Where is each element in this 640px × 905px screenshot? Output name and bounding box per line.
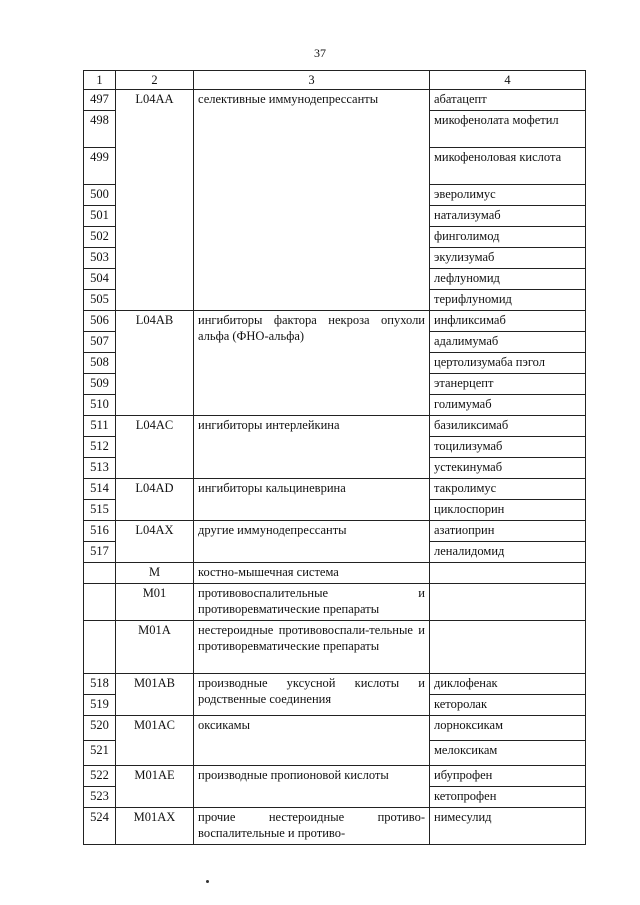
drug-name: микофенолата мофетил: [430, 111, 586, 148]
drug-name: тоцилизумаб: [430, 437, 586, 458]
row-number: 499: [84, 148, 116, 185]
atc-code: M01AB: [116, 674, 194, 716]
drug-name: [430, 621, 586, 674]
scan-speck: [206, 880, 209, 883]
drug-name: азатиоприн: [430, 521, 586, 542]
table-row: [84, 90, 586, 111]
drug-name: цертолизумаба пэгол: [430, 353, 586, 374]
table-row: [84, 563, 586, 584]
row-number: [84, 621, 116, 674]
drug-name: натализумаб: [430, 206, 586, 227]
atc-code: M01A: [116, 621, 194, 674]
group-description: ингибиторы фактора некроза опухоли альфа (ФНО-альфа): [194, 311, 430, 416]
group-description: оксикамы: [194, 716, 430, 766]
page-number: 37: [314, 46, 326, 60]
row-number: 512: [84, 437, 116, 458]
table-row: [84, 674, 586, 695]
table-row: [84, 716, 586, 741]
atc-code: L04AD: [116, 479, 194, 521]
row-number: 509: [84, 374, 116, 395]
row-number: 508: [84, 353, 116, 374]
row-number: 516: [84, 521, 116, 542]
drug-name: экулизумаб: [430, 248, 586, 269]
drug-name: леналидомид: [430, 542, 586, 563]
group-description: ингибиторы интерлейкина: [194, 416, 430, 479]
row-number: 520: [84, 716, 116, 741]
row-number: 521: [84, 741, 116, 766]
drug-name: [430, 563, 586, 584]
drug-name: эверолимус: [430, 185, 586, 206]
drug-name: финголимод: [430, 227, 586, 248]
column-header-1: 1: [84, 71, 116, 90]
drug-name: диклофенак: [430, 674, 586, 695]
drug-name: голимумаб: [430, 395, 586, 416]
drug-name: терифлуномид: [430, 290, 586, 311]
table-header-row: [84, 71, 586, 90]
column-header-3: 3: [194, 71, 430, 90]
atc-code: M01: [116, 584, 194, 621]
row-number: [84, 584, 116, 621]
row-number: 513: [84, 458, 116, 479]
drug-name: микофеноловая кислота: [430, 148, 586, 185]
atc-code: M: [116, 563, 194, 584]
row-number: 511: [84, 416, 116, 437]
drug-name: инфликсимаб: [430, 311, 586, 332]
table-row: [84, 479, 586, 500]
drug-name: кетопрофен: [430, 787, 586, 808]
group-description: костно-мышечная система: [194, 563, 430, 584]
drug-name: циклоспорин: [430, 500, 586, 521]
row-number: 523: [84, 787, 116, 808]
group-description: ингибиторы кальциневрина: [194, 479, 430, 521]
atc-code: M01AX: [116, 808, 194, 845]
row-number: 507: [84, 332, 116, 353]
drug-name: мелоксикам: [430, 741, 586, 766]
column-header-4: 4: [430, 71, 586, 90]
drug-name: ибупрофен: [430, 766, 586, 787]
row-number: 506: [84, 311, 116, 332]
group-description: производные уксусной кислоты и родственные соединения: [194, 674, 430, 716]
group-description: другие иммунодепрессанты: [194, 521, 430, 563]
drug-name: такролимус: [430, 479, 586, 500]
table-row: [84, 311, 586, 332]
drug-name: нимесулид: [430, 808, 586, 845]
atc-code: L04AA: [116, 90, 194, 311]
row-number: 517: [84, 542, 116, 563]
group-description: противовоспалительные и противоревматические препараты: [194, 584, 430, 621]
group-description: селективные иммунодепрессанты: [194, 90, 430, 311]
table-row: [84, 766, 586, 787]
row-number: 505: [84, 290, 116, 311]
row-number: 503: [84, 248, 116, 269]
row-number: 504: [84, 269, 116, 290]
drug-name: кеторолак: [430, 695, 586, 716]
group-description: прочие нестероидные противо-воспалительные и противо-: [194, 808, 430, 845]
group-description: нестероидные противовоспали-тельные и противоревматические препараты: [194, 621, 430, 674]
atc-code: L04AB: [116, 311, 194, 416]
column-header-2: 2: [116, 71, 194, 90]
drug-name: лорноксикам: [430, 716, 586, 741]
row-number: 497: [84, 90, 116, 111]
row-number: 518: [84, 674, 116, 695]
atc-code: L04AX: [116, 521, 194, 563]
group-description: производные пропионовой кислоты: [194, 766, 430, 808]
table-row: [84, 584, 586, 621]
drug-name: устекинумаб: [430, 458, 586, 479]
drug-name: этанерцепт: [430, 374, 586, 395]
drug-registry-table: [83, 70, 586, 845]
row-number: 510: [84, 395, 116, 416]
atc-code: M01AE: [116, 766, 194, 808]
row-number: 519: [84, 695, 116, 716]
drug-name: лефлуномид: [430, 269, 586, 290]
drug-name: базиликсимаб: [430, 416, 586, 437]
row-number: 498: [84, 111, 116, 148]
row-number: 524: [84, 808, 116, 845]
row-number: 502: [84, 227, 116, 248]
row-number: 514: [84, 479, 116, 500]
table-row: [84, 621, 586, 674]
drug-name: адалимумаб: [430, 332, 586, 353]
row-number: 522: [84, 766, 116, 787]
table-row: [84, 521, 586, 542]
table-row: [84, 808, 586, 845]
row-number: [84, 563, 116, 584]
row-number: 501: [84, 206, 116, 227]
row-number: 515: [84, 500, 116, 521]
table-row: [84, 416, 586, 437]
atc-code: M01AC: [116, 716, 194, 766]
atc-code: L04AC: [116, 416, 194, 479]
drug-name: абатацепт: [430, 90, 586, 111]
row-number: 500: [84, 185, 116, 206]
drug-name: [430, 584, 586, 621]
